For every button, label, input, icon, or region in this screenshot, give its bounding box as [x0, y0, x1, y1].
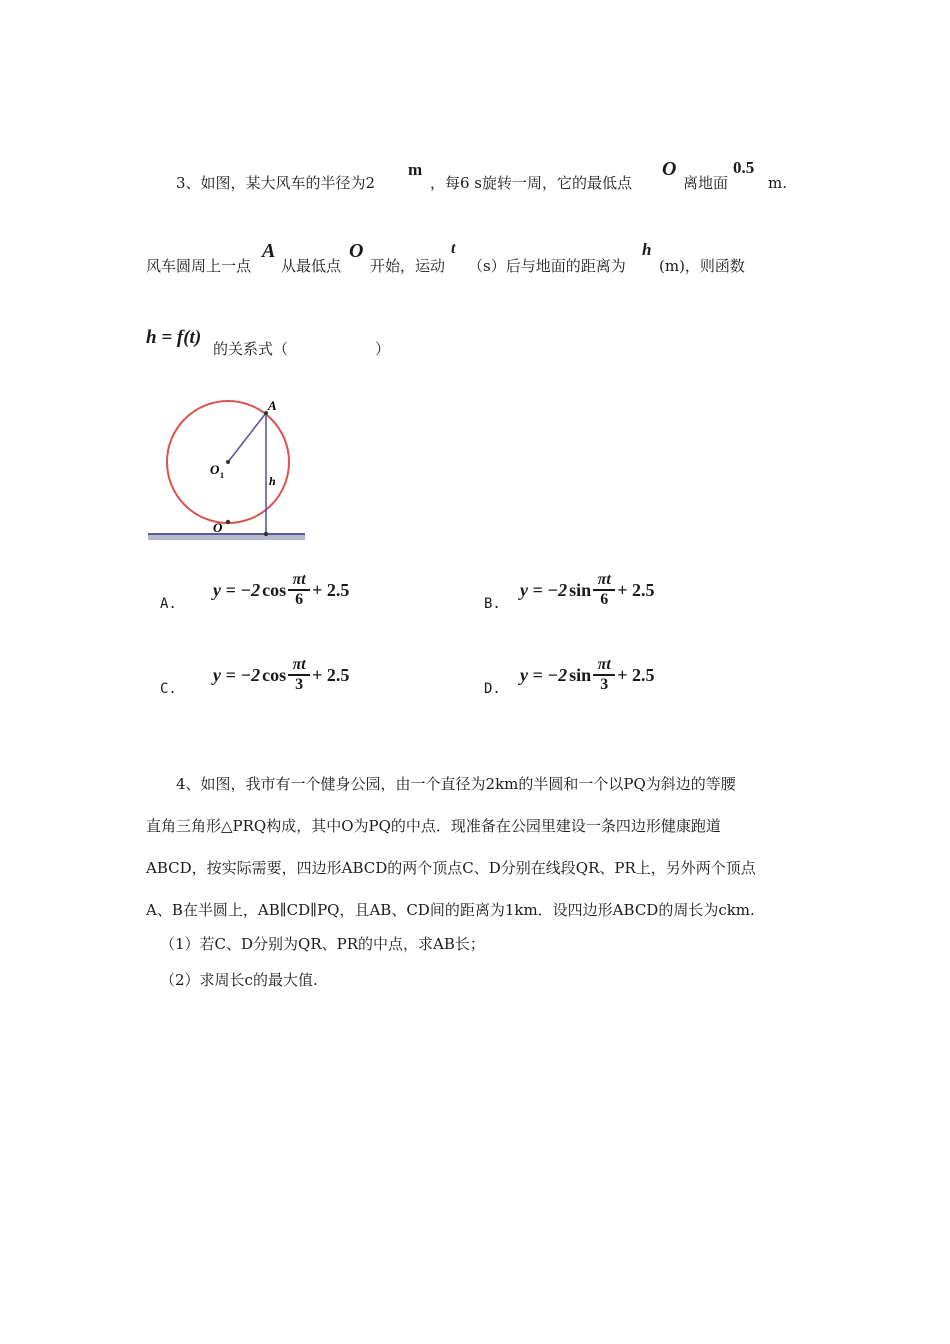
- option-A-letter: A.: [160, 596, 177, 612]
- label-O1-subscript: 1: [220, 471, 224, 480]
- p3-line1-text-c: 离地面: [683, 174, 729, 192]
- p3-line2-text-d: （s）后与地面的距离为: [468, 257, 626, 275]
- p4-line-3: ABCD，按实际需要，四边形ABCD的两个顶点C、D分别在线段QR、PR上，另外两个顶点: [146, 859, 756, 877]
- label-O: O: [213, 520, 223, 535]
- p3-line2-text-e: (m)，则函数: [659, 257, 745, 275]
- option-C-fraction: [288, 657, 310, 693]
- p3-var-t: t: [451, 240, 456, 257]
- option-C-formula: [213, 657, 349, 693]
- option-C-fn: cos: [262, 664, 287, 685]
- option-D-fraction: [593, 657, 615, 693]
- foot-dot: [264, 532, 268, 536]
- label-O1: O: [210, 462, 220, 477]
- option-D-formula: [520, 657, 654, 693]
- option-C-lhs: y = −2: [213, 664, 261, 685]
- p3-line1-text-a: 3、如图，某大风车的半径为2: [176, 174, 376, 192]
- option-C-denominator: 3: [295, 676, 304, 693]
- option-B-formula: [520, 572, 654, 608]
- p3-line2-text-c: 开始，运动: [370, 257, 446, 275]
- label-h: h: [269, 474, 276, 488]
- option-C-letter: C.: [160, 681, 177, 697]
- option-A-fn: cos: [262, 579, 287, 600]
- windmill-figure: [140, 390, 315, 550]
- p4-line-2: 直角三角形△PRQ构成，其中O为PQ的中点．现准备在公园里建设一条四边形健康跑道: [146, 817, 721, 835]
- p3-line3-text-b: ）: [375, 340, 391, 358]
- p3-unit-m: m: [408, 160, 423, 179]
- p3-line2-text-b: 从最低点: [281, 257, 342, 275]
- p4-question-2: （2）求周长c的最大值.: [160, 971, 318, 989]
- p3-line3-text-a: 的关系式（: [213, 340, 289, 358]
- p3-point-A: A: [262, 240, 276, 262]
- option-A-lhs: y = −2: [213, 579, 261, 600]
- p3-point-O: O: [662, 158, 677, 180]
- center-dot: [226, 460, 230, 464]
- option-A-denominator: 6: [295, 591, 304, 608]
- option-D-lhs: y = −2: [520, 664, 568, 685]
- p4-question-1: （1）若C、D分别为QR、PR的中点，求AB长；: [160, 935, 485, 953]
- option-B-letter: B.: [484, 596, 501, 612]
- label-A: A: [268, 398, 277, 413]
- p3-var-h: h: [642, 240, 652, 259]
- p3-point-O-2: O: [349, 240, 364, 262]
- option-A-formula: [213, 572, 349, 608]
- p3-function-formula: h = f(t): [146, 327, 202, 348]
- option-B-fraction: [593, 572, 615, 608]
- option-D-denominator: 3: [600, 676, 609, 693]
- option-D-tail: + 2.5: [617, 664, 655, 685]
- option-B-fn: sin: [569, 579, 592, 600]
- p4-line-4: A、B在半圆上，AB∥CD∥PQ，且AB、CD间的距离为1km．设四边形ABCD的周长为ckm.: [146, 901, 755, 919]
- option-C-tail: + 2.5: [312, 664, 350, 685]
- point-O-dot: [226, 520, 230, 524]
- p3-line1-text-d: m.: [768, 174, 787, 192]
- option-A-fraction: [288, 572, 310, 608]
- option-D-fn: sin: [569, 664, 592, 685]
- p3-line2-text-a: 风车圆周上一点: [146, 257, 252, 275]
- option-A-tail: + 2.5: [312, 579, 350, 600]
- option-B-denominator: 6: [600, 591, 609, 608]
- option-B-lhs: y = −2: [520, 579, 568, 600]
- p3-height-value: 0.5: [733, 158, 755, 177]
- option-B-numerator: πt: [597, 571, 611, 588]
- p3-line1-text-b: ，每6 s旋转一周，它的最低点: [430, 174, 633, 192]
- option-D-numerator: πt: [597, 656, 611, 673]
- radius-line: [228, 413, 266, 462]
- p4-line-1: 4、如图，我市有一个健身公园，由一个直径为2km的半圆和一个以PQ为斜边的等腰: [176, 775, 736, 793]
- option-B-tail: + 2.5: [617, 579, 655, 600]
- option-A-numerator: πt: [292, 571, 306, 588]
- option-C-numerator: πt: [292, 656, 306, 673]
- option-D-letter: D.: [484, 681, 501, 697]
